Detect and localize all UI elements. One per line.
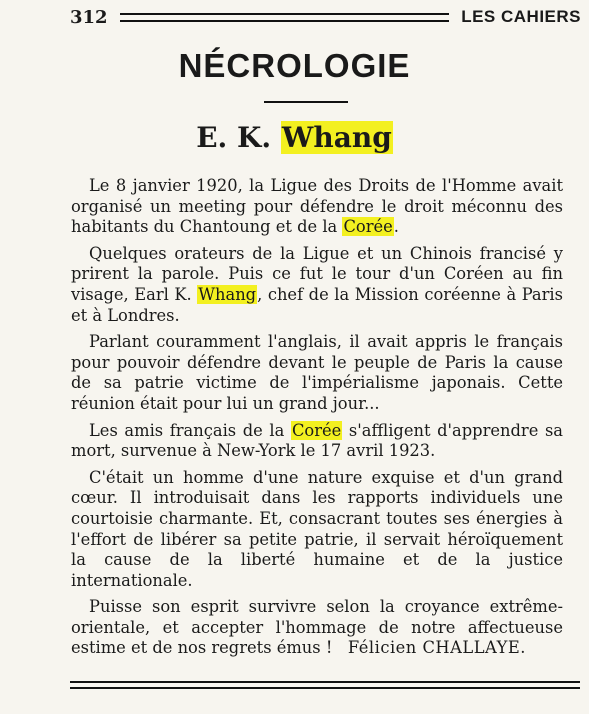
- section-title: NÉCROLOGIE: [178, 47, 411, 84]
- paragraph-text: Le 8 janvier 1920, la Ligue des Droits de l'Homme avait organisé un meeting pour défendre le droit méconnu des habitants du Chantoung et de la: [71, 176, 563, 237]
- paragraph-text: Parlant couramment l'anglais, il avait appris le français pour pouvoir défendre devant le peuple de Paris la cause de sa patrie victime de l'impérialisme japonais. Cette réunion était pour lui un grand jour...: [71, 332, 563, 413]
- header-rule: [120, 13, 450, 22]
- page-number: 312: [70, 6, 108, 28]
- highlighted-name: Whang: [281, 121, 392, 154]
- paragraph-4: [71, 421, 563, 462]
- author-signature: Félicien CHALLAYE.: [347, 638, 526, 658]
- paragraph-text: Puisse son esprit survivre selon la croyance extrême-orientale, et accepter l'hommage de notre affectueuse estime et de nos regrets émus !: [71, 597, 563, 658]
- journal-title: LES CAHIERS: [461, 7, 581, 26]
- title-divider: [264, 101, 348, 103]
- highlighted-term: Corée: [343, 217, 393, 237]
- paragraph-3: [71, 332, 563, 414]
- article-title-prefix: E. K.: [196, 121, 272, 154]
- paragraph-6: [71, 597, 563, 659]
- highlighted-term: Corée: [291, 420, 342, 440]
- paragraph-text: Quelques orateurs de la Ligue et un Chinois francisé y prirent la parole. Puis ce fut le tour d'un Coréen au fin visage, Earl K.: [71, 243, 563, 304]
- paragraph-text: s'affligent d'apprendre sa mort, survenue à New-York le 17 avril 1923.: [71, 420, 564, 461]
- paragraph-2: [71, 244, 563, 326]
- paragraph-5: [71, 468, 563, 592]
- paragraph-text: , chef de la Mission coréenne à Paris et à Londres.: [71, 284, 563, 325]
- paragraph-text: C'était un homme d'une nature exquise et d'un grand cœur. Il introduisait dans les rapports individuels une courtoisie charmante. Et, consacrant toutes ses énergies à l'effort de libérer sa petite patrie, il servait héroïquement la cause de la liberté humaine et de la justice internationale.: [71, 467, 563, 590]
- paragraph-text: Les amis français de la: [89, 420, 291, 440]
- paragraph-1: [71, 176, 563, 238]
- article-title: [0, 121, 589, 154]
- paragraph-text: .: [393, 217, 399, 237]
- running-header: [70, 6, 581, 28]
- footer-rule: [70, 681, 580, 689]
- highlighted-term: Whang: [198, 284, 257, 304]
- article-body: [71, 176, 563, 665]
